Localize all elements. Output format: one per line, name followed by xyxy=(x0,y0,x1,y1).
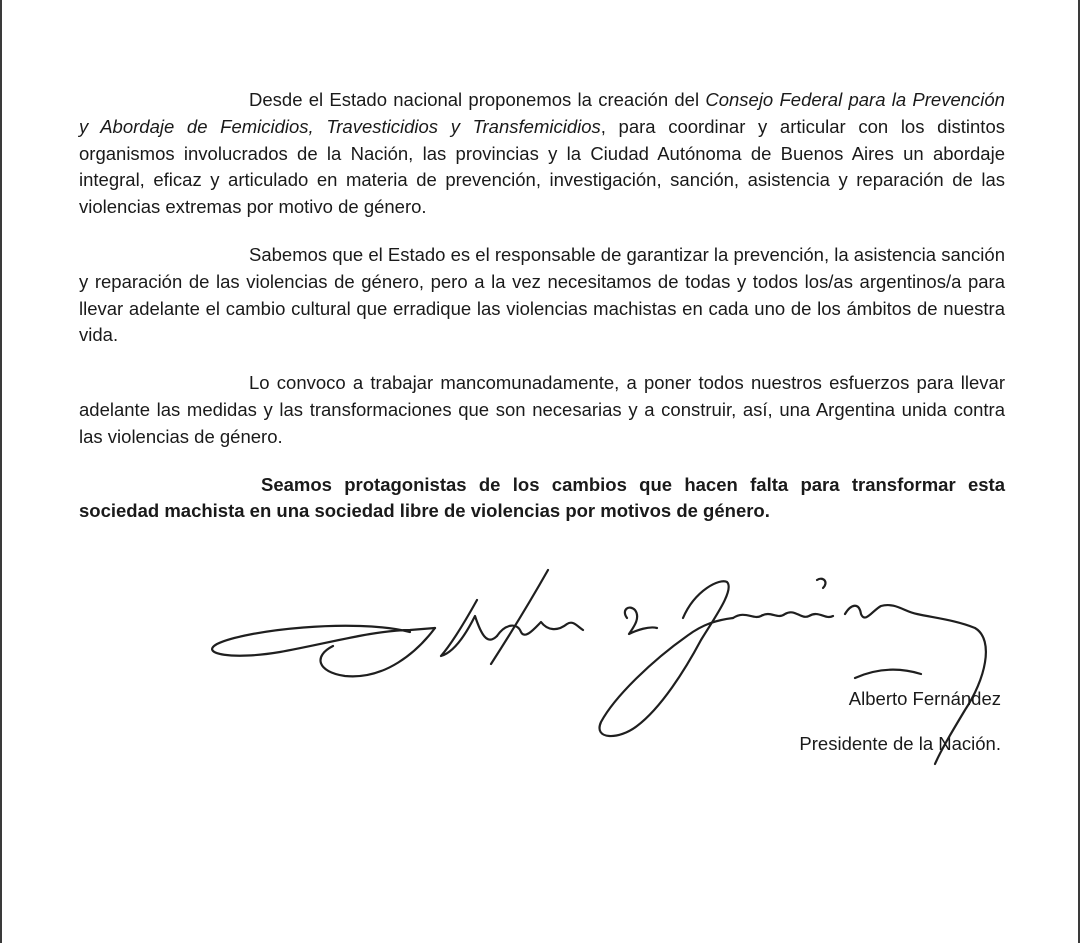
signer-title: Presidente de la Nación. xyxy=(799,733,1001,754)
signature-underline-stroke xyxy=(855,670,921,678)
paragraph-consejo-federal xyxy=(79,87,1005,221)
letter-body xyxy=(79,87,1005,525)
signature-letter-f xyxy=(625,608,657,634)
page-border-left xyxy=(0,0,2,943)
signature-flourish-left xyxy=(212,626,435,656)
signature-letters-middle xyxy=(733,612,833,618)
paragraph-1-rest: , para coordinar y articular con los distintos organismos involucrados de la Nación, las provincias y la Ciudad Autónoma de Buenos Aires un abordaje integral, eficaz y articulado en materia de prevención, investigación, sanción, asistencia y reparación de las violencias extremas por motivo de género. xyxy=(79,115,1005,218)
signature-letter-dot xyxy=(817,579,825,588)
handwritten-signature xyxy=(205,560,995,800)
paragraph-responsabilidad: Sabemos que el Estado es el responsable de garantizar la prevención, la asistencia sanción y reparación de las violencias de género, pero a la vez necesitamos de todas y todos los/as argentinos/a para llevar adelante el cambio cultural que erradique las violencias machistas en cada uno de los ámbitos de nuestra vida. xyxy=(79,243,1005,346)
signature-tail-left xyxy=(321,628,436,676)
signature-letter-l xyxy=(491,570,548,664)
consejo-federal-name: Consejo Federal para la Prevención y Abordaje de Femicidios, Travesticidios y Transfemicidios xyxy=(79,89,1005,137)
signer-name: Alberto Fernández xyxy=(848,688,1001,709)
signature-letter-a xyxy=(441,600,497,656)
signature-loop xyxy=(600,581,733,736)
paragraph-1-intro: Desde el Estado nacional proponemos la creación del xyxy=(249,89,706,110)
paragraph-convocatoria: Lo convoco a trabajar mancomunadamente, a poner todos nuestros esfuerzos para llevar adelante las medidas y las transformaciones que son necesarias y a construir, así, una Argentina unida contra las violencias de género. xyxy=(79,372,1005,447)
closing-statement: Seamos protagonistas de los cambios que hacen falta para transformar esta sociedad machista en una sociedad libre de violencias por motivos de género. xyxy=(79,473,1005,522)
